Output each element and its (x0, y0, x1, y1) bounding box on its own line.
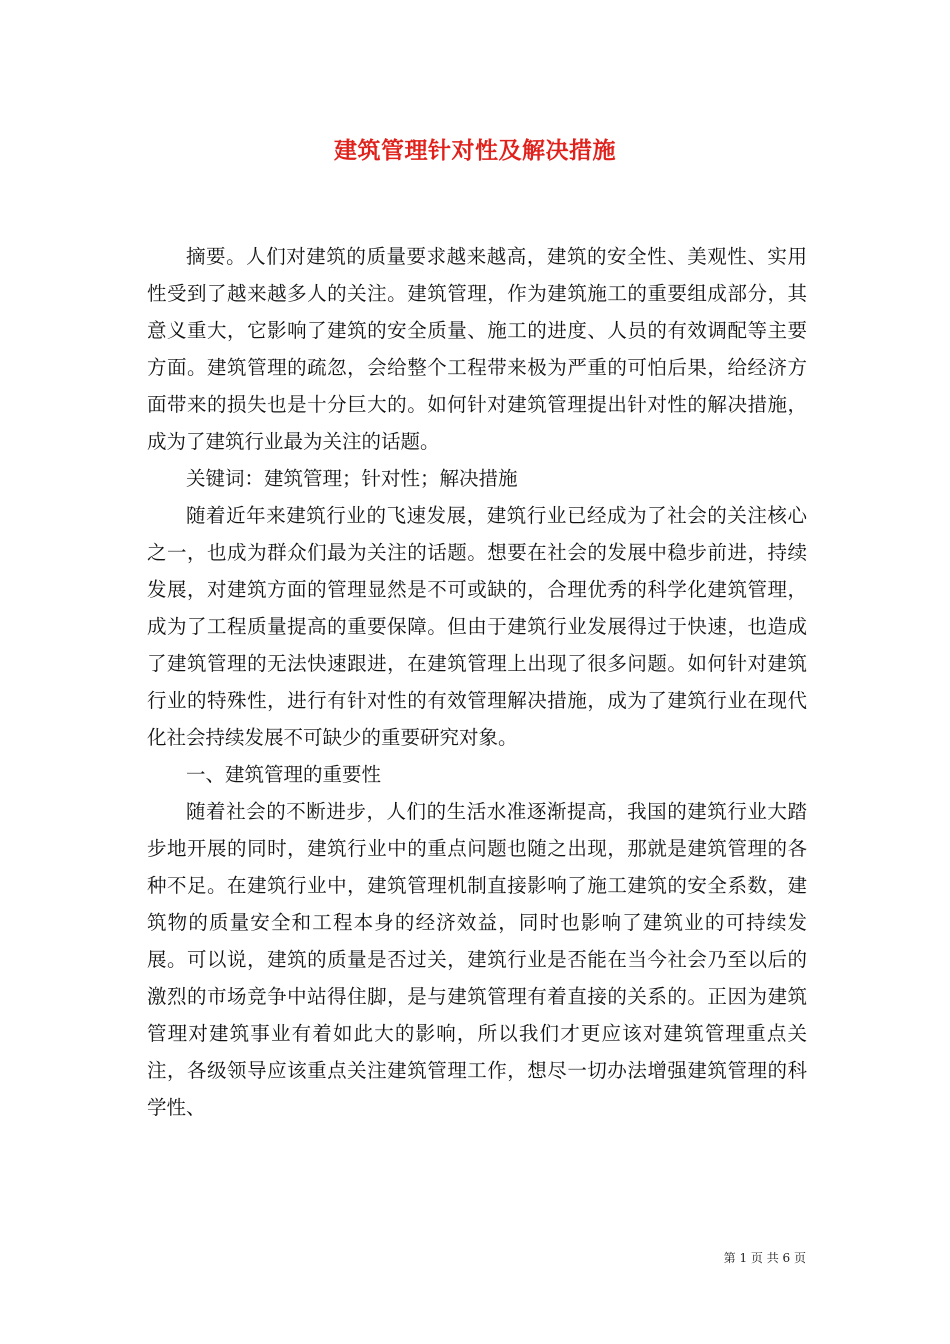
document-title: 建筑管理针对性及解决措施 (334, 137, 616, 164)
intro-paragraph: 随着近年来建筑行业的飞速发展，建筑行业已经成为了社会的关注核心之一，也成为群众们最为关注的话题。想要在社会的发展中稳步前进，持续发展，对建筑方面的管理显然是不可或缺的，合理优秀的科学化建筑管理，成为了工程质量提高的重要保障。但由于建筑行业发展得过于快速，也造成了建筑管理的无法快速跟进，在建筑管理上出现了很多问题。如何针对建筑行业的特殊性，进行有针对性的有效管理解决措施，成为了建筑行业在现代化社会持续发展不可缺少的重要研究对象。 (147, 504, 807, 749)
abstract-paragraph: 摘要。人们对建筑的质量要求越来越高，建筑的安全性、美观性、实用性受到了越来越多人的关注。建筑管理，作为建筑施工的重要组成部分，其意义重大，它影响了建筑的安全质量、施工的进度、人员的有效调配等主要方面。建筑管理的疏忽，会给整个工程带来极为严重的可怕后果，给经济方面带来的损失也是十分巨大的。如何针对建筑管理提出针对性的解决措施，成为了建筑行业最为关注的话题。 (147, 245, 807, 453)
section-paragraph: 随着社会的不断进步，人们的生活水准逐渐提高，我国的建筑行业大踏步地开展的同时，建筑行业中的重点问题也随之出现，那就是建筑管理的各种不足。在建筑行业中，建筑管理机制直接影响了施工建筑的安全系数，建筑物的质量安全和工程本身的经济效益，同时也影响了建筑业的可持续发展。可以说，建筑的质量是否过关，建筑行业是否能在当今社会乃至以后的激烈的市场竞争中站得住脚，是与建筑管理有着直接的关系的。正因为建筑管理对建筑事业有着如此大的影响，所以我们才更应该对建筑管理重点关注，各级领导应该重点关注建筑管理工作，想尽一切办法增强建筑管理的科学性、 (147, 800, 807, 1119)
section-heading: 一、建筑管理的重要性 (186, 763, 382, 786)
page-number: 第 1 页 共 6 页 (723, 1251, 806, 1265)
document-body (147, 238, 807, 1126)
keywords-paragraph: 关键词：建筑管理；针对性；解决措施 (186, 467, 518, 490)
